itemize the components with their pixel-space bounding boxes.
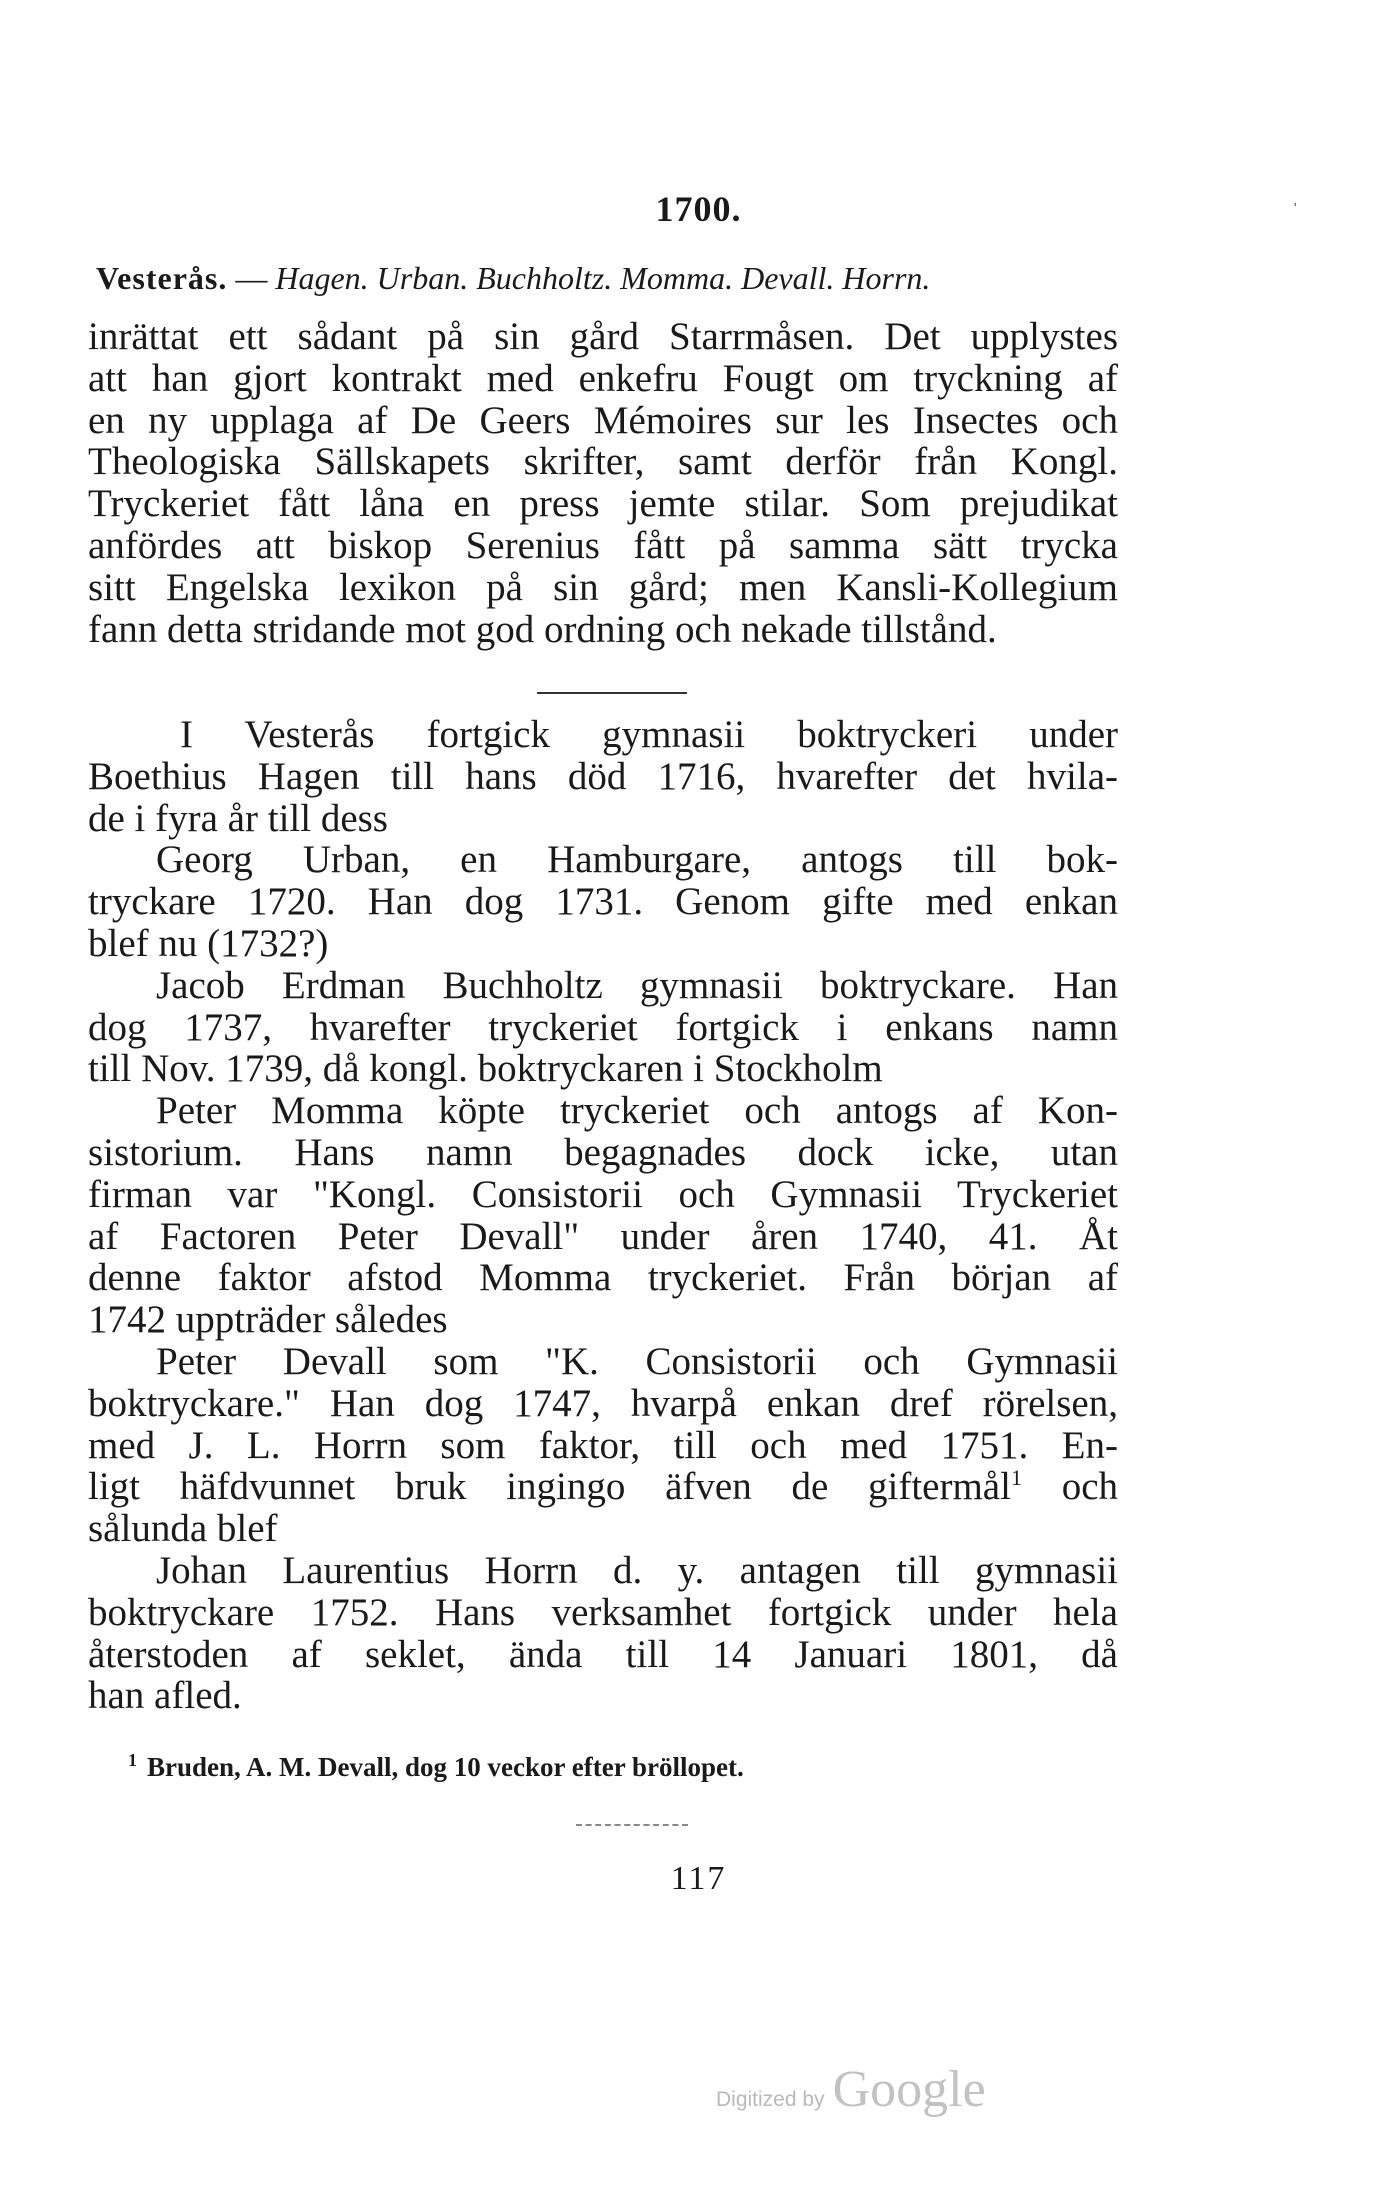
running-head-dash: — — [235, 260, 268, 296]
text-line: Johan Laurentius Horrn d. y. antagen till gymnasii — [156, 1548, 1118, 1592]
page-year-heading: 1700. — [655, 189, 742, 229]
paragraph-2 — [88, 714, 1118, 1717]
digitized-watermark — [716, 2060, 986, 2119]
text-line: Tryckeriet fått låna en press jemte stilar. Som prejudikat — [88, 482, 1118, 526]
text-line: inrättat ett sådant på sin gård Starrmåsen. Det upplystes — [88, 315, 1118, 358]
text-line: Peter Momma köpte tryckeriet och antogs af Kon- — [156, 1089, 1118, 1133]
text-line: 1742 uppträder således — [88, 1298, 448, 1342]
running-head — [96, 260, 1126, 297]
text-line: han afled. — [88, 1674, 242, 1718]
section-divider — [537, 692, 687, 694]
text-line: med J. L. Horrn som faktor, till och med 1751. En- — [88, 1423, 1118, 1467]
text-line: blef nu (1732?) — [88, 921, 329, 965]
watermark-logo: Google — [832, 2061, 986, 2118]
text-line: återstoden af seklet, ända till 14 Januari 1801, då — [88, 1632, 1118, 1676]
text-line-body: ligt häfdvunnet bruk ingingo äfven de giftermål — [88, 1465, 1011, 1509]
paragraph-1 — [88, 316, 1118, 650]
text-line: fann detta stridande mot god ordning och nekade tillstånd. — [88, 607, 997, 651]
text-line: dog 1737, hvarefter tryckeriet fortgick i enkans namn — [88, 1005, 1118, 1049]
footnote-ref: 1 — [1010, 1465, 1022, 1491]
text-line: Jacob Erdman Buchholtz gymnasii boktryckare. Han — [156, 963, 1118, 1007]
running-head-printers: Hagen. Urban. Buchholtz. Momma. Devall. Horrn. — [275, 260, 931, 296]
watermark-prefix: Digitized by — [716, 2088, 825, 2111]
footnote-marker: 1 — [128, 1750, 137, 1770]
text-line: boktryckare 1752. Hans verksamhet fortgick under hela — [88, 1590, 1118, 1634]
text-line: Theologiska Sällskapets skrifter, samt derför från Kongl. — [88, 440, 1118, 484]
text-line: de i fyra år till dess — [88, 796, 388, 840]
text-line: Boethius Hagen till hans död 1716, hvarefter det hvila- — [88, 754, 1118, 798]
page-number: 117 — [670, 1860, 727, 1897]
text-line: en ny upplaga af De Geers Mémoires sur les Insectes och — [88, 398, 1118, 442]
text-line: sålunda blef — [88, 1507, 278, 1551]
text-line: anfördes att biskop Serenius fått på samma sätt trycka — [88, 523, 1118, 567]
text-line: I Vesterås fortgick gymnasii boktryckeri under — [180, 713, 1118, 756]
footnote — [128, 1750, 1078, 1783]
stray-mark: ˈ — [1292, 200, 1299, 222]
text-line: Peter Devall som "K. Consistorii och Gymnasii — [156, 1339, 1118, 1383]
text-line: Georg Urban, en Hamburgare, antogs till bok- — [156, 838, 1118, 882]
text-line: till Nov. 1739, då kongl. boktryckaren i Stockholm — [88, 1047, 883, 1091]
text-line: firman var "Kongl. Consistorii och Gymnasii Tryckeriet — [88, 1172, 1118, 1216]
text-line-tail: och — [1061, 1465, 1118, 1509]
text-line: boktryckare." Han dog 1747, hvarpå enkan dref rörelsen, — [88, 1381, 1118, 1425]
text-line: att han gjort kontrakt med enkefru Fougt om tryckning af — [88, 356, 1118, 400]
text-line: tryckare 1720. Han dog 1731. Genom gifte med enkan — [88, 880, 1118, 924]
page-end-rule — [576, 1824, 688, 1826]
text-line: sitt Engelska lexikon på sin gård; men Kansli-Kollegium — [88, 565, 1118, 609]
running-head-place: Vesterås. — [96, 260, 228, 296]
text-line: denne faktor afstod Momma tryckeriet. Från början af — [88, 1256, 1118, 1300]
text-line: sistorium. Hans namn begagnades dock icke, utan — [88, 1130, 1118, 1174]
text-line-with-footnote — [88, 1466, 1118, 1508]
text-line: af Factoren Peter Devall" under åren 1740, 41. Åt — [88, 1214, 1118, 1258]
footnote-text: Bruden, A. M. Devall, dog 10 veckor efter bröllopet. — [147, 1752, 744, 1782]
